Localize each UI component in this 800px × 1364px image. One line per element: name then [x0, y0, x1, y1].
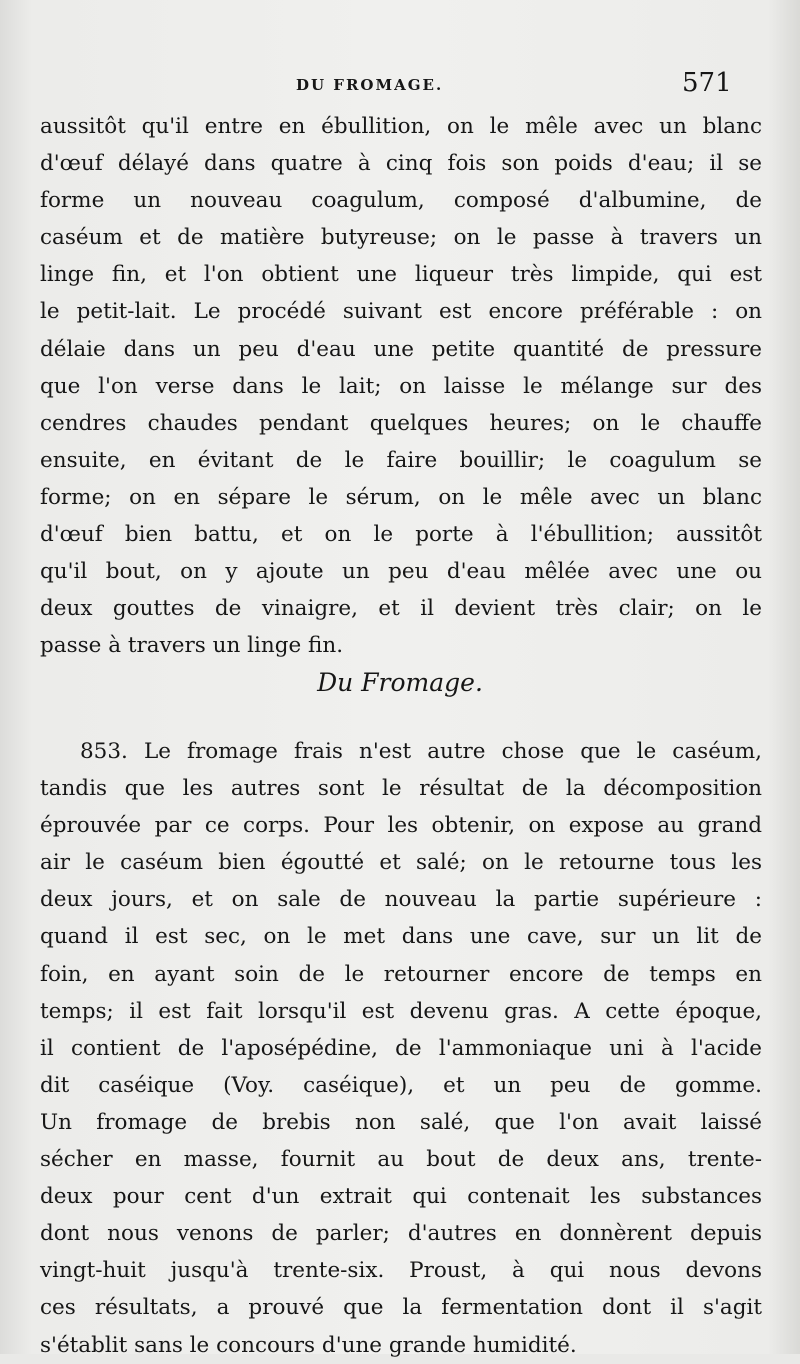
text-line: Un fromage de brebis non salé, que l'on avait laissé [40, 1109, 762, 1135]
paragraph-853 [40, 733, 762, 1364]
page-number: 571 [682, 68, 732, 98]
text-line: deux gouttes de vinaigre, et il devient très clair; on le [40, 596, 762, 622]
section-title: Du Fromage. [317, 668, 483, 697]
text-line: d'œuf délayé dans quatre à cinq fois son poids d'eau; il se [40, 151, 762, 177]
text-line: sécher en masse, fournit au bout de deux ans, trente- [40, 1147, 762, 1173]
paragraph-continuation [40, 108, 762, 664]
text-line: 853. Le fromage frais n'est autre chose que le caséum, [80, 739, 762, 764]
text-line: passe à travers un linge fin. [40, 633, 344, 659]
text-line: deux jours, et on sale de nouveau la partie supérieure : [40, 887, 762, 913]
text-line: le petit-lait. Le procédé suivant est encore préférable : on [40, 299, 762, 325]
text-line: cendres chaudes pendant quelques heures; on le chauffe [40, 410, 762, 436]
text-line: linge fin, et l'on obtient une liqueur très limpide, qui est [40, 262, 762, 288]
text-line: dont nous venons de parler; d'autres en donnèrent depuis [40, 1221, 762, 1247]
text-line: tandis que les autres sont le résultat de la décomposition [40, 776, 762, 802]
text-line: ensuite, en évitant de le faire bouillir; le coagulum se [40, 447, 762, 473]
text-line: forme; on en sépare le sérum, on le mêle avec un blanc [40, 484, 762, 510]
page-header [0, 68, 800, 108]
text-line: qu'il bout, on y ajoute un peu d'eau mêlée avec une ou [40, 559, 762, 585]
text-line: ces résultats, a prouvé que la fermentation dont il s'agit [40, 1295, 762, 1321]
text-line: s'établit sans le concours d'une grande humidité. [40, 1332, 577, 1358]
text-line: vingt-huit jusqu'à trente-six. Proust, à qui nous devons [40, 1258, 762, 1284]
text-line: temps; il est fait lorsqu'il est devenu gras. A cette époque, [40, 998, 762, 1024]
text-line: quand il est sec, on le met dans une cave, sur un lit de [40, 924, 762, 950]
text-line: il contient de l'aposépédine, de l'ammoniaque uni à l'acide [40, 1035, 762, 1061]
text-line: air le caséum bien égoutté et salé; on le retourne tous les [40, 850, 762, 876]
text-line: d'œuf bien battu, et on le porte à l'ébullition; aussitôt [40, 522, 762, 548]
text-line: forme un nouveau coagulum, composé d'albumine, de [40, 188, 762, 214]
running-title: DU FROMAGE. [296, 76, 444, 94]
text-line: que l'on verse dans le lait; on laisse le mélange sur des [40, 373, 762, 399]
text-line: aussitôt qu'il entre en ébullition, on le mêle avec un blanc [40, 114, 762, 139]
text-line: délaie dans un peu d'eau une petite quantité de pressure [40, 336, 762, 362]
text-line: dit caséique (Voy. caséique), et un peu de gomme. [40, 1072, 762, 1098]
text-line: deux pour cent d'un extrait qui contenait les substances [40, 1184, 762, 1210]
text-line: foin, en ayant soin de le retourner encore de temps en [40, 961, 762, 987]
text-line: éprouvée par ce corps. Pour les obtenir, on expose au grand [40, 813, 762, 839]
text-line: caséum et de matière butyreuse; on le passe à travers un [40, 225, 762, 251]
